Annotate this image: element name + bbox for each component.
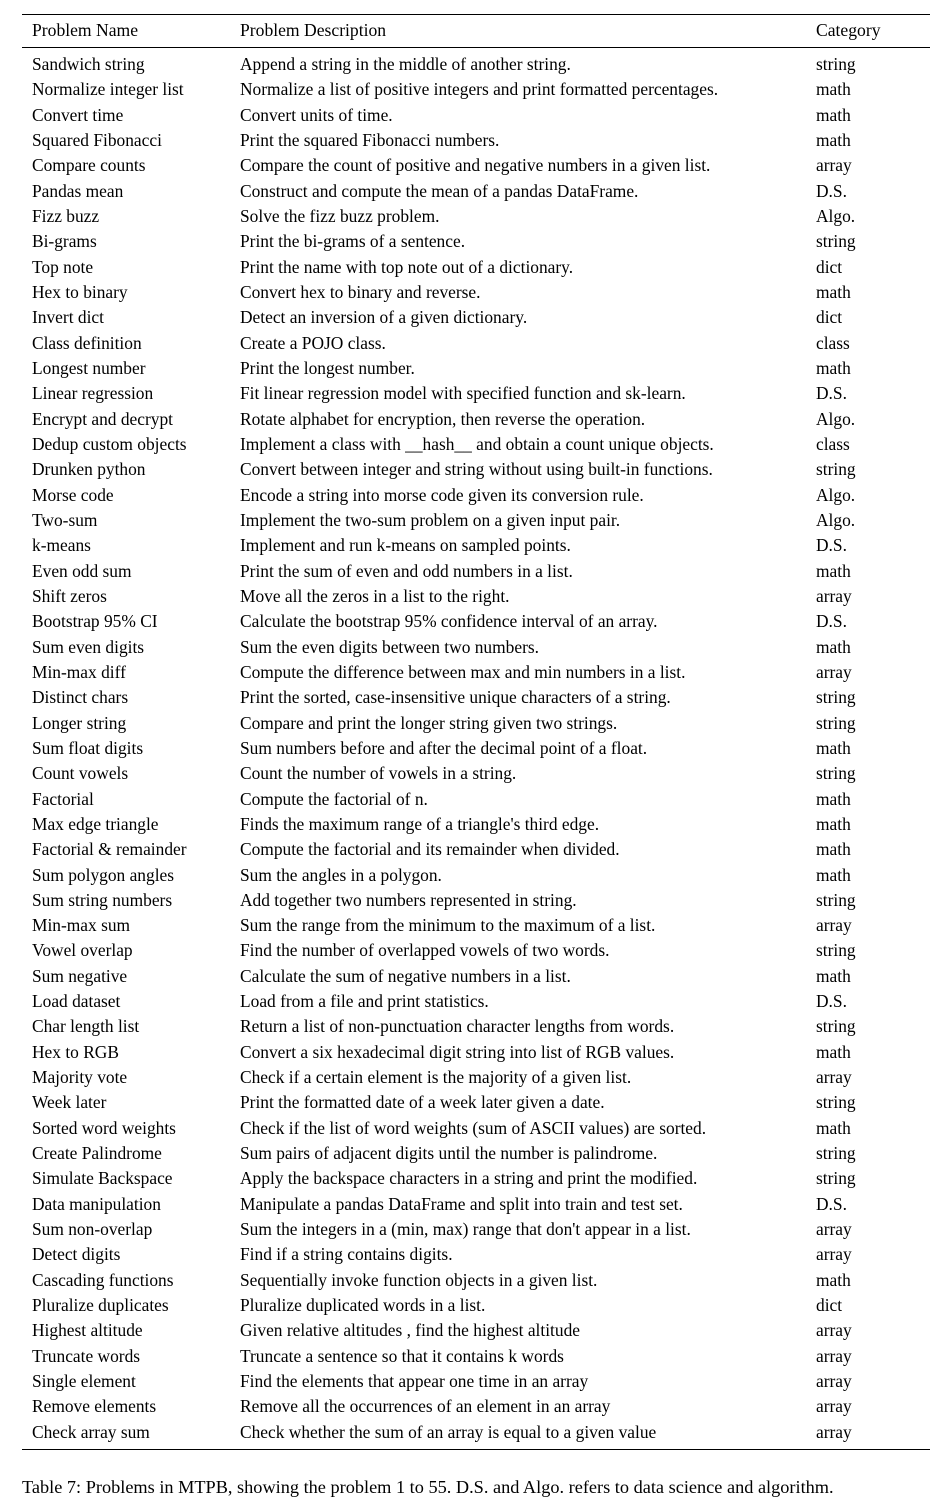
cell-problem-description: Compare and print the longer string given two strings. (240, 712, 618, 733)
cell-problem-name: Min-max diff (32, 661, 126, 682)
table-row (22, 305, 930, 330)
table-row (22, 1369, 930, 1394)
cell-problem-name: Max edge triangle (32, 813, 159, 834)
table-row (22, 710, 930, 735)
cell-problem-description: Sum the even digits between two numbers. (240, 636, 539, 657)
table-row (22, 77, 930, 102)
cell-category: D.S. (816, 611, 847, 632)
cell-category: D.S. (816, 535, 847, 556)
cell-problem-description: Convert between integer and string without using built-in functions. (240, 459, 713, 480)
table-row (22, 558, 930, 583)
cell-category: Algo. (816, 509, 856, 530)
cell-category: array (816, 1219, 852, 1240)
table-row (22, 407, 930, 432)
cell-problem-name: k-means (32, 535, 91, 556)
cell-category: string (816, 54, 856, 74)
table-row (22, 786, 930, 811)
cell-problem-description: Calculate the bootstrap 95% confidence interval of an array. (240, 611, 658, 632)
cell-category: D.S. (816, 180, 847, 201)
cell-problem-description: Move all the zeros in a list to the right. (240, 585, 510, 606)
cell-problem-name: Squared Fibonacci (32, 129, 162, 150)
cell-problem-description: Create a POJO class. (240, 332, 386, 353)
cell-problem-name: Check array sum (32, 1421, 150, 1442)
cell-problem-description: Manipulate a pandas DataFrame and split into train and test set. (240, 1193, 683, 1214)
cell-category: string (816, 231, 856, 252)
problems-table (22, 14, 930, 1449)
table-row (22, 1394, 930, 1419)
cell-problem-name: Bootstrap 95% CI (32, 611, 158, 632)
cell-problem-description: Convert a six hexadecimal digit string into list of RGB values. (240, 1041, 675, 1062)
cell-category: dict (816, 256, 843, 277)
cell-category: dict (816, 1295, 843, 1316)
cell-problem-description: Detect an inversion of a given dictionary. (240, 307, 528, 328)
cell-category: Algo. (816, 408, 856, 429)
cell-problem-description: Implement a class with __hash__ and obtain a count unique objects. (240, 433, 714, 454)
table-row (22, 280, 930, 305)
table-row (22, 761, 930, 786)
cell-category: dict (816, 307, 843, 328)
cell-category: string (816, 1143, 856, 1164)
cell-problem-name: Sum even digits (32, 636, 145, 657)
cell-problem-name: Load dataset (32, 991, 121, 1012)
cell-category: D.S. (816, 1193, 847, 1214)
table-row (22, 356, 930, 381)
cell-category: string (816, 1168, 856, 1189)
cell-problem-description: Print the sum of even and odd numbers in a list. (240, 560, 573, 581)
cell-problem-description: Convert units of time. (240, 104, 393, 125)
cell-problem-name: Pluralize duplicates (32, 1295, 169, 1316)
cell-category: Algo. (816, 484, 856, 505)
cell-problem-description: Find the elements that appear one time in an array (240, 1371, 589, 1392)
cell-problem-description: Sequentially invoke function objects in a given list. (240, 1269, 598, 1290)
cell-category: math (816, 636, 851, 657)
cell-problem-name: Factorial & remainder (32, 839, 187, 860)
cell-problem-name: Linear regression (32, 383, 154, 404)
table-row (22, 837, 930, 862)
cell-problem-description: Print the bi-grams of a sentence. (240, 231, 466, 252)
cell-problem-name: Normalize integer list (32, 79, 184, 100)
cell-category: array (816, 1421, 852, 1442)
cell-problem-description: Compute the difference between max and min numbers in a list. (240, 661, 686, 682)
table-row (22, 584, 930, 609)
cell-problem-name: Class definition (32, 332, 142, 353)
cell-problem-name: Bi-grams (32, 231, 97, 252)
cell-problem-description: Normalize a list of positive integers and print formatted percentages. (240, 79, 719, 100)
cell-problem-name: Majority vote (32, 1067, 128, 1088)
cell-category: math (816, 129, 851, 150)
column-header-category: Category (810, 15, 930, 48)
cell-category: array (816, 1345, 852, 1366)
cell-problem-description: Encode a string into morse code given its conversion rule. (240, 484, 644, 505)
cell-category: D.S. (816, 991, 847, 1012)
cell-problem-name: Longer string (32, 712, 127, 733)
cell-category: math (816, 1041, 851, 1062)
table-row (22, 736, 930, 761)
cell-problem-name: Factorial (32, 788, 94, 809)
cell-problem-name: Highest altitude (32, 1320, 143, 1341)
cell-problem-name: Simulate Backspace (32, 1168, 173, 1189)
cell-problem-name: Shift zeros (32, 585, 107, 606)
cell-problem-name: Single element (32, 1371, 136, 1392)
cell-category: D.S. (816, 383, 847, 404)
table-row (22, 1242, 930, 1267)
cell-category: math (816, 839, 851, 860)
table-row (22, 1420, 930, 1449)
cell-problem-description: Return a list of non-punctuation character lengths from words. (240, 1016, 675, 1037)
cell-category: math (816, 813, 851, 834)
cell-category: string (816, 1092, 856, 1113)
table-row (22, 1217, 930, 1242)
cell-problem-name: Data manipulation (32, 1193, 161, 1214)
table-row (22, 482, 930, 507)
table-row (22, 685, 930, 710)
cell-problem-description: Given relative altitudes , find the highest altitude (240, 1320, 580, 1341)
column-header-problem-description: Problem Description (230, 15, 810, 48)
cell-category: array (816, 915, 852, 936)
cell-category: math (816, 1117, 851, 1138)
table-row (22, 508, 930, 533)
cell-problem-name: Distinct chars (32, 687, 129, 708)
table-row (22, 457, 930, 482)
cell-problem-name: Min-max sum (32, 915, 131, 936)
cell-problem-description: Remove all the occurrences of an element in an array (240, 1396, 611, 1417)
cell-category: array (816, 661, 852, 682)
cell-category: math (816, 79, 851, 100)
cell-problem-name: Week later (32, 1092, 107, 1113)
cell-problem-description: Implement and run k-means on sampled points. (240, 535, 571, 556)
cell-problem-description: Construct and compute the mean of a pandas DataFrame. (240, 180, 639, 201)
cell-problem-description: Find the number of overlapped vowels of two words. (240, 940, 610, 961)
cell-problem-name: Sorted word weights (32, 1117, 176, 1138)
cell-problem-description: Check if the list of word weights (sum of ASCII values) are sorted. (240, 1117, 707, 1138)
cell-problem-name: Sandwich string (32, 54, 145, 74)
cell-problem-name: Fizz buzz (32, 205, 100, 226)
cell-category: math (816, 864, 851, 885)
cell-problem-name: Sum non-overlap (32, 1219, 153, 1240)
cell-problem-description: Print the squared Fibonacci numbers. (240, 129, 500, 150)
cell-problem-description: Compute the factorial and its remainder when divided. (240, 839, 620, 860)
cell-problem-description: Add together two numbers represented in string. (240, 889, 577, 910)
cell-category: string (816, 459, 856, 480)
table-row (22, 204, 930, 229)
cell-problem-name: Top note (32, 256, 94, 277)
table-body (22, 48, 930, 1449)
cell-problem-description: Print the sorted, case-insensitive unique characters of a string. (240, 687, 671, 708)
cell-problem-name: Count vowels (32, 763, 129, 784)
table-header-row (22, 15, 930, 48)
cell-problem-name: Morse code (32, 484, 114, 505)
cell-category: math (816, 965, 851, 986)
cell-problem-description: Append a string in the middle of another string. (240, 54, 571, 74)
cell-category: string (816, 940, 856, 961)
table-row (22, 103, 930, 128)
cell-problem-description: Sum pairs of adjacent digits until the number is palindrome. (240, 1143, 658, 1164)
table-row (22, 533, 930, 558)
table-row (22, 1293, 930, 1318)
table-row (22, 1014, 930, 1039)
cell-problem-name: Hex to RGB (32, 1041, 119, 1062)
table-row (22, 153, 930, 178)
cell-category: array (816, 1067, 852, 1088)
table-row (22, 634, 930, 659)
table-row (22, 128, 930, 153)
cell-category: string (816, 1016, 856, 1037)
table-row (22, 1166, 930, 1191)
table-header (22, 15, 930, 48)
cell-problem-description: Truncate a sentence so that it contains k words (240, 1345, 564, 1366)
cell-problem-description: Print the name with top note out of a dictionary. (240, 256, 574, 277)
cell-category: array (816, 1244, 852, 1265)
table-row (22, 1090, 930, 1115)
cell-problem-name: Hex to binary (32, 281, 128, 302)
cell-category: array (816, 155, 852, 176)
cell-category: math (816, 104, 851, 125)
cell-problem-name: Dedup custom objects (32, 433, 187, 454)
cell-category: string (816, 687, 856, 708)
cell-category: math (816, 281, 851, 302)
cell-problem-description: Print the longest number. (240, 357, 415, 378)
cell-problem-description: Solve the fizz buzz problem. (240, 205, 440, 226)
cell-problem-name: Cascading functions (32, 1269, 174, 1290)
table-row (22, 660, 930, 685)
cell-problem-name: Vowel overlap (32, 940, 133, 961)
cell-category: string (816, 712, 856, 733)
cell-problem-description: Finds the maximum range of a triangle's third edge. (240, 813, 600, 834)
table-row (22, 229, 930, 254)
table-row (22, 609, 930, 634)
cell-problem-name: Truncate words (32, 1345, 141, 1366)
cell-problem-description: Find if a string contains digits. (240, 1244, 453, 1265)
cell-problem-name: Drunken python (32, 459, 146, 480)
cell-category: class (816, 332, 850, 353)
cell-problem-description: Sum numbers before and after the decimal point of a float. (240, 737, 648, 758)
cell-category: math (816, 737, 851, 758)
cell-problem-name: Sum polygon angles (32, 864, 175, 885)
table-row (22, 989, 930, 1014)
table-row (22, 812, 930, 837)
cell-category: math (816, 1269, 851, 1290)
table-row (22, 862, 930, 887)
cell-category: array (816, 1396, 852, 1417)
cell-problem-description: Rotate alphabet for encryption, then reverse the operation. (240, 408, 646, 429)
table-row (22, 331, 930, 356)
cell-category: array (816, 1371, 852, 1392)
cell-problem-description: Sum the range from the minimum to the maximum of a list. (240, 915, 656, 936)
table-row (22, 1268, 930, 1293)
cell-problem-description: Fit linear regression model with specified function and sk-learn. (240, 383, 686, 404)
cell-problem-name: Sum negative (32, 965, 128, 986)
cell-problem-description: Load from a file and print statistics. (240, 991, 489, 1012)
table-row (22, 1192, 930, 1217)
cell-category: string (816, 763, 856, 784)
table-row (22, 938, 930, 963)
table-row (22, 1040, 930, 1065)
table-row (22, 964, 930, 989)
cell-problem-description: Print the formatted date of a week later given a date. (240, 1092, 605, 1113)
table-row (22, 913, 930, 938)
cell-problem-description: Implement the two-sum problem on a given input pair. (240, 509, 621, 530)
cell-category: class (816, 433, 850, 454)
cell-category: array (816, 1320, 852, 1341)
cell-problem-name: Pandas mean (32, 180, 124, 201)
table-row (22, 48, 930, 78)
cell-problem-description: Sum the angles in a polygon. (240, 864, 442, 885)
cell-problem-description: Convert hex to binary and reverse. (240, 281, 481, 302)
cell-category: array (816, 585, 852, 606)
cell-problem-name: Remove elements (32, 1396, 157, 1417)
cell-category: string (816, 889, 856, 910)
cell-problem-name: Two-sum (32, 509, 98, 530)
cell-problem-name: Convert time (32, 104, 124, 125)
table-bottom-rule (22, 1449, 930, 1450)
cell-category: math (816, 560, 851, 581)
cell-problem-description: Check whether the sum of an array is equal to a given value (240, 1421, 657, 1442)
table-caption: Table 7: Problems in MTPB, showing the problem 1 to 55. D.S. and Algo. refers to data science and algorithm. (22, 1476, 834, 1497)
table-row (22, 381, 930, 406)
cell-category: math (816, 788, 851, 809)
cell-problem-name: Char length list (32, 1016, 140, 1037)
cell-problem-name: Invert dict (32, 307, 104, 328)
cell-problem-name: Encrypt and decrypt (32, 408, 174, 429)
table-row (22, 1344, 930, 1369)
cell-problem-name: Detect digits (32, 1244, 121, 1265)
cell-category: Algo. (816, 205, 856, 226)
table-row (22, 1116, 930, 1141)
table-row (22, 432, 930, 457)
table-row (22, 1141, 930, 1166)
table-row (22, 179, 930, 204)
cell-problem-description: Calculate the sum of negative numbers in a list. (240, 965, 571, 986)
cell-problem-description: Pluralize duplicated words in a list. (240, 1295, 486, 1316)
table-row (22, 1318, 930, 1343)
cell-problem-description: Check if a certain element is the majority of a given list. (240, 1067, 632, 1088)
cell-problem-name: Longest number (32, 357, 146, 378)
cell-problem-name: Create Palindrome (32, 1143, 162, 1164)
cell-problem-name: Sum string numbers (32, 889, 173, 910)
column-header-problem-name: Problem Name (22, 15, 230, 48)
table-row (22, 255, 930, 280)
cell-problem-description: Count the number of vowels in a string. (240, 763, 517, 784)
cell-problem-description: Apply the backspace characters in a string and print the modified. (240, 1168, 698, 1189)
cell-problem-name: Even odd sum (32, 560, 132, 581)
cell-problem-description: Compare the count of positive and negative numbers in a given list. (240, 155, 711, 176)
cell-category: math (816, 357, 851, 378)
cell-problem-description: Compute the factorial of n. (240, 788, 428, 809)
cell-problem-description: Sum the integers in a (min, max) range that don't appear in a list. (240, 1219, 691, 1240)
cell-problem-name: Sum float digits (32, 737, 144, 758)
table-row (22, 888, 930, 913)
cell-problem-name: Compare counts (32, 155, 146, 176)
table-row (22, 1065, 930, 1090)
